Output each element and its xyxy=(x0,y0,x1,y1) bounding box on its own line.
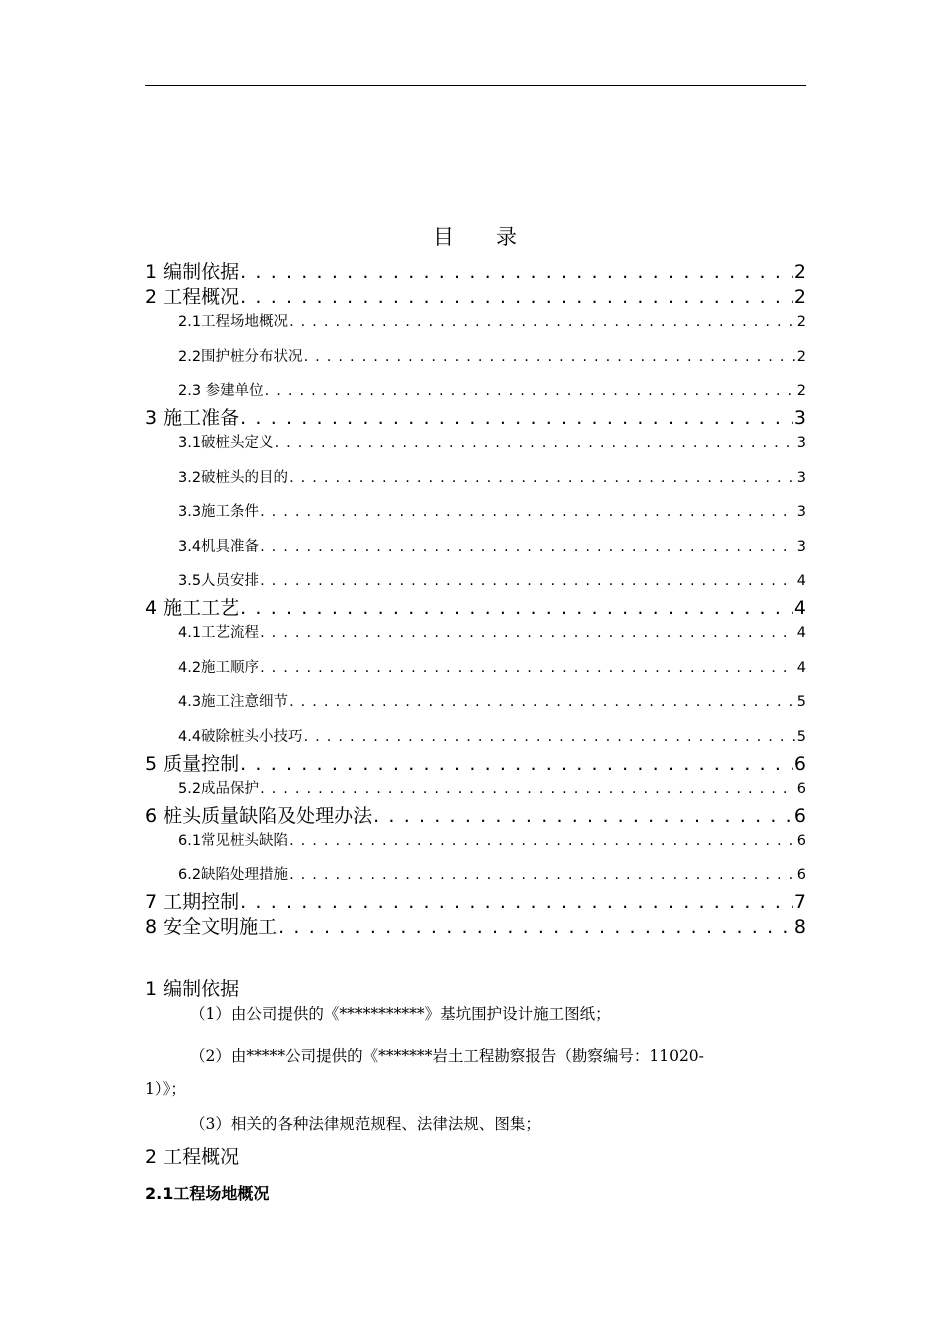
toc-leader-dots xyxy=(260,500,796,524)
toc-entry-page: 3 xyxy=(796,469,806,486)
section-heading-2: 2 工程概况 xyxy=(145,1146,240,1168)
toc-entry-page: 2 xyxy=(796,383,806,399)
toc-entry[interactable] xyxy=(145,890,806,915)
paragraph-3: （3）相关的各种法律规范规程、法律法规、图集； xyxy=(190,1115,541,1133)
toc-entry[interactable] xyxy=(145,285,806,310)
toc-entry[interactable] xyxy=(145,310,806,345)
toc-leader-dots xyxy=(240,890,793,915)
toc-leader-dots xyxy=(289,310,796,334)
toc-leader-dots xyxy=(265,379,796,403)
paragraph-2-line-1: （2）由*****公司提供的《*******岩土工程勘察报告（勘察编号：11020- xyxy=(190,1047,704,1065)
toc-leader-dots xyxy=(240,596,793,621)
toc-entry[interactable] xyxy=(145,656,806,691)
toc-entry-page: 2 xyxy=(796,314,806,330)
toc-entry-page: 4 xyxy=(796,625,806,641)
toc-entry-label: 6.1常见桩头缺陷 xyxy=(178,832,289,849)
toc-leader-dots xyxy=(289,829,796,853)
toc-entry[interactable] xyxy=(145,466,806,501)
toc-entry-page: 4 xyxy=(793,597,806,619)
toc-entry-page: 8 xyxy=(793,916,806,938)
toc-entry-label: 4 施工工艺 xyxy=(145,597,240,619)
toc-entry-label: 2 工程概况 xyxy=(145,286,240,308)
toc-entry[interactable] xyxy=(145,752,806,777)
toc-entry-label: 3.4机具准备 xyxy=(178,538,260,555)
toc-entry-page: 2 xyxy=(793,261,806,283)
toc-entry[interactable] xyxy=(145,690,806,725)
toc-entry[interactable] xyxy=(145,260,806,285)
toc-entry-label: 6.2缺陷处理措施 xyxy=(178,867,289,883)
toc-entry-page: 6 xyxy=(796,832,806,849)
toc-entry[interactable] xyxy=(145,569,806,596)
toc-leader-dots xyxy=(275,431,796,455)
toc-leader-dots xyxy=(240,260,793,285)
toc-entry-label: 3.2破桩头的目的 xyxy=(178,469,289,486)
toc-entry-label: 2.3 参建单位 xyxy=(178,383,264,399)
toc-entry-page: 3 xyxy=(796,504,806,520)
toc-leader-dots xyxy=(240,285,793,310)
toc-leader-dots xyxy=(260,621,796,645)
toc-leader-dots xyxy=(278,915,793,940)
toc-entry[interactable] xyxy=(145,535,806,570)
toc-entry-label: 6 桩头质量缺陷及处理办法 xyxy=(145,804,373,827)
toc-entry-label: 4.1工艺流程 xyxy=(178,625,260,641)
toc-entry-page: 5 xyxy=(796,728,806,745)
toc-entry-label: 7 工期控制 xyxy=(145,891,240,913)
toc-entry-label: 2.2围护桩分布状况 xyxy=(178,348,303,365)
toc-entry-label: 4.2施工顺序 xyxy=(178,659,260,676)
paragraph-2-line-2: 1）》； xyxy=(145,1080,186,1098)
toc-entry-page: 3 xyxy=(796,538,806,555)
toc-entry-label: 3.3施工条件 xyxy=(178,504,260,520)
toc-entry-page: 4 xyxy=(796,659,806,676)
toc-entry-label: 5 质量控制 xyxy=(145,752,240,775)
toc-entry-page: 2 xyxy=(793,286,806,308)
toc-entry-label: 1 编制依据 xyxy=(145,261,240,283)
toc-leader-dots xyxy=(373,804,793,829)
toc-entry[interactable] xyxy=(145,804,806,829)
toc-entry-page: 6 xyxy=(793,752,806,775)
toc-entry[interactable] xyxy=(145,500,806,535)
toc-leader-dots xyxy=(304,725,796,749)
header-rule xyxy=(145,85,806,86)
toc-entry[interactable] xyxy=(145,406,806,431)
toc-entry[interactable] xyxy=(145,379,806,406)
toc-entry[interactable] xyxy=(145,431,806,466)
toc-leader-dots xyxy=(240,752,793,777)
toc-leader-dots xyxy=(260,569,796,593)
toc-entry[interactable] xyxy=(145,863,806,890)
toc-leader-dots xyxy=(289,863,796,887)
toc-leader-dots xyxy=(304,345,796,369)
toc-leader-dots xyxy=(289,690,796,714)
toc-entry-label: 4.3施工注意细节 xyxy=(178,694,289,710)
toc-entry[interactable] xyxy=(145,621,806,656)
toc-entry-label: 3.1破桩头定义 xyxy=(178,435,274,451)
toc-entry[interactable] xyxy=(145,915,806,940)
toc-entry[interactable] xyxy=(145,345,806,380)
toc-entry[interactable] xyxy=(145,725,806,752)
toc-leader-dots xyxy=(260,656,796,680)
toc-entry[interactable] xyxy=(145,829,806,864)
toc-entry-page: 4 xyxy=(796,573,806,589)
paragraph-1: （1）由公司提供的《***********》基坑围护设计施工图纸； xyxy=(190,1005,611,1023)
toc-entry-page: 7 xyxy=(793,891,806,913)
toc-entry-label: 3 施工准备 xyxy=(145,407,240,429)
toc-leader-dots xyxy=(260,777,796,801)
toc-entry-page: 6 xyxy=(793,804,806,827)
toc-entry-page: 3 xyxy=(793,407,806,429)
section-heading-1: 1 编制依据 xyxy=(145,978,240,1000)
toc-entry-page: 5 xyxy=(796,694,806,710)
toc-entry-label: 2.1工程场地概况 xyxy=(178,314,289,330)
toc-entry-label: 8 安全文明施工 xyxy=(145,916,278,938)
toc-leader-dots xyxy=(260,535,796,559)
toc-leader-dots xyxy=(240,406,793,431)
toc-leader-dots xyxy=(289,466,796,490)
toc-entry-label: 5.2成品保护 xyxy=(178,780,260,797)
toc-title xyxy=(0,222,950,252)
toc-title-char-2: 录 xyxy=(496,225,517,249)
toc-entry[interactable] xyxy=(145,596,806,621)
toc-entry[interactable] xyxy=(145,777,806,804)
toc-entry-label: 3.5人员安排 xyxy=(178,573,260,589)
toc-entry-page: 6 xyxy=(796,867,806,883)
toc-entry-page: 2 xyxy=(796,348,806,365)
toc-entry-page: 3 xyxy=(796,435,806,451)
toc-title-char-1: 目 xyxy=(433,225,454,249)
table-of-contents xyxy=(145,260,806,940)
subsection-heading-2-1: 2.1工程场地概况 xyxy=(145,1184,270,1203)
toc-entry-page: 6 xyxy=(796,780,806,797)
toc-entry-label: 4.4破除桩头小技巧 xyxy=(178,728,303,745)
